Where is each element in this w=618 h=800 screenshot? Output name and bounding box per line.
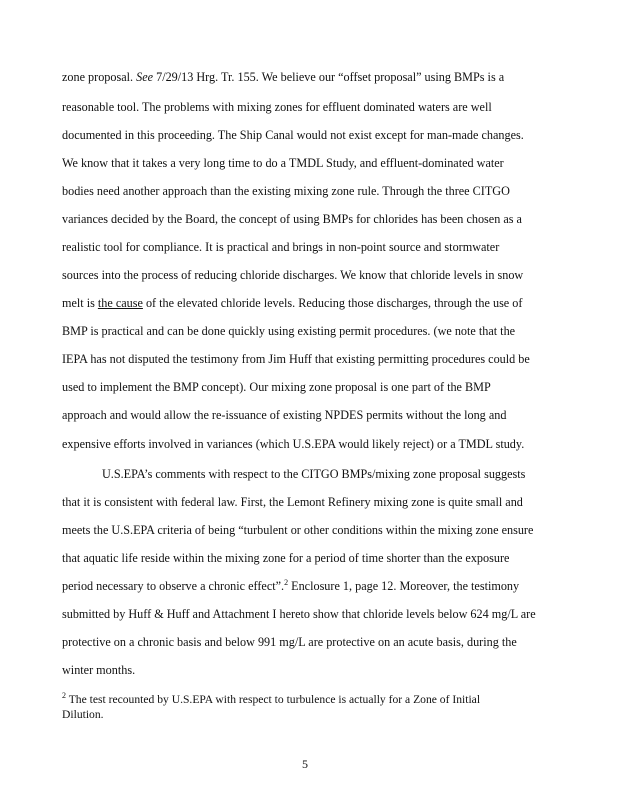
body-line: submitted by Huff & Huff and Attachment I hereto show that chloride levels below 624 mg/L are: [62, 607, 536, 621]
body-line: melt is the cause of the elevated chloride levels. Reducing those discharges, through the use of: [62, 296, 523, 310]
body-line: protective on a chronic basis and below 991 mg/L are protective on an acute basis, during the: [62, 635, 517, 649]
body-line: reasonable tool. The problems with mixing zones for effluent dominated waters are well: [62, 100, 492, 114]
footnote-marker: 2: [62, 691, 66, 701]
body-line: approach and would allow the re-issuance of existing NPDES permits without the long and: [62, 408, 507, 422]
body-line: BMP is practical and can be done quickly using existing permit procedures. (we note that the: [62, 324, 516, 338]
body-line: meets the U.S.EPA criteria of being “turbulent or other conditions within the mixing zone ensure: [62, 523, 534, 537]
body-line: that aquatic life reside within the mixing zone for a period of time shorter than the exposure: [62, 551, 510, 565]
body-line: We know that it takes a very long time to do a TMDL Study, and effluent-dominated water: [62, 156, 504, 170]
body-line: expensive efforts involved in variances (which U.S.EPA would likely reject) or a TMDL study.: [62, 437, 525, 451]
body-line: documented in this proceeding. The Ship Canal would not exist except for man-made changes.: [62, 128, 524, 142]
body-line: bodies need another approach than the existing mixing zone rule. Through the three CITGO: [62, 184, 510, 198]
body-line: winter months.: [62, 663, 136, 677]
body-line: zone proposal. See 7/29/13 Hrg. Tr. 155. We believe our “offset proposal” using BMPs is a: [62, 70, 505, 84]
footnote-line: Dilution.: [62, 708, 104, 721]
footnote-divider: [62, 681, 212, 682]
body-line: used to implement the BMP concept). Our mixing zone proposal is one part of the BMP: [62, 380, 491, 394]
footnote-reference: 2: [284, 577, 289, 587]
citation-signal: See: [136, 70, 154, 84]
body-line: U.S.EPA’s comments with respect to the CITGO BMPs/mixing zone proposal suggests: [102, 467, 526, 481]
body-line: variances decided by the Board, the concept of using BMPs for chlorides has been chosen as a: [62, 212, 522, 226]
footnote-line: $^2$ The test recounted by U.S.EPA with respect to turbulence is actually for a Zone of Initial: [62, 691, 481, 706]
body-line: period necessary to observe a chronic effect”.$^2$ Enclosure 1, page 12. Moreover, the testimony: [62, 577, 520, 593]
body-line: IEPA has not disputed the testimony from Jim Huff that existing permitting procedures could be: [62, 352, 530, 366]
body-line: sources into the process of reducing chloride discharges. We know that chloride levels in snow: [62, 268, 524, 282]
body-line: realistic tool for compliance. It is practical and brings in non-point source and stormwater: [62, 240, 500, 254]
page-number: 5: [302, 757, 308, 771]
underlined-phrase: the cause: [97, 296, 143, 310]
body-line: that it is consistent with federal law. First, the Lemont Refinery mixing zone is quite small and: [62, 495, 523, 509]
